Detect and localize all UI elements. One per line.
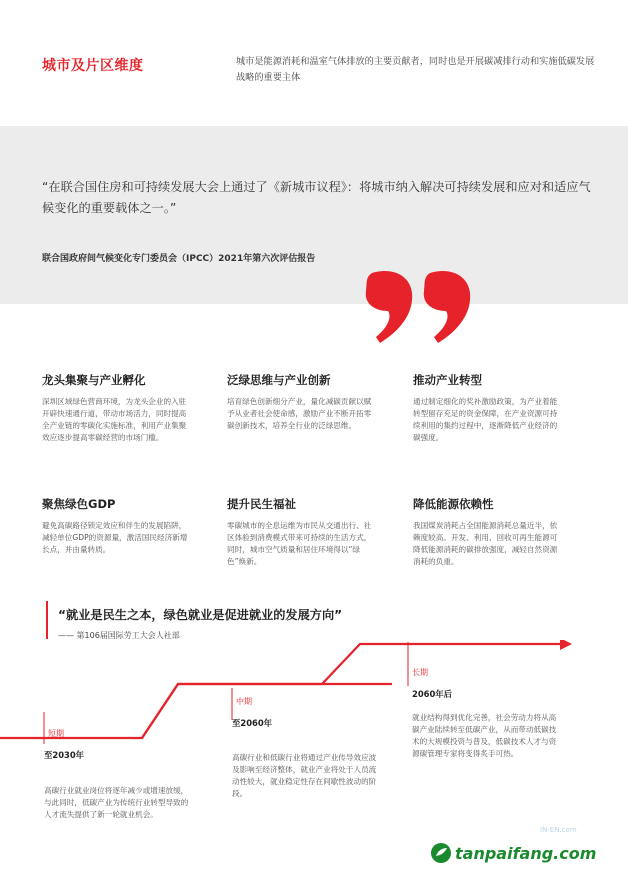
item-title: 龙头集聚与产业孵化 <box>42 373 146 387</box>
tanpaifang-logo-icon <box>430 842 452 864</box>
item-title: 泛绿思维与产业创新 <box>227 373 331 387</box>
item-title: 提升民生福祉 <box>227 497 296 511</box>
phase-label-mid: 中期 <box>236 697 252 706</box>
phase-body-short: 高碳行业就业岗位将逐年减少或增速放缓，与此同时，低碳产业为传统行业转型导致的人才流失提供了新一轮就业机会。 <box>44 786 189 819</box>
quote-text: “在联合国住房和可持续发展大会上通过了《新城市议程》：将城市纳入解决可持续发展和应对和适应气候变化的重要载体之一。” <box>42 180 591 215</box>
item-body: 培育绿色创新细分产业，量化减碳贡献以赋予从业者社会使命感，激励产业不断开拓零碳创新技术，培养全行业的泛绿思维。 <box>227 397 372 430</box>
section-description: 城市是能源消耗和温室气体排放的主要贡献者，同时也是开展碳减排行动和实施低碳发展战略的重要主体 <box>236 56 595 83</box>
item-title: 降低能源依赖性 <box>413 497 494 511</box>
item-industry-cluster <box>42 372 192 444</box>
item-green-innovation <box>227 372 377 432</box>
phase-time-mid: 至2060年 <box>232 718 273 728</box>
phase-label-long: 长期 <box>412 668 428 677</box>
phase-time-long: 2060年后 <box>412 689 453 699</box>
item-title: 聚焦绿色GDP <box>42 497 116 511</box>
watermark-text: tanpaifang.com <box>455 844 597 863</box>
item-body: 深圳区域绿色营商环境，为龙头企业的入驻开辟快速通行道，带动市场活力，同时提高全产业链的零碳化实施标准，利用产业集聚效应逐步提高零碳经营的市场门槛。 <box>42 397 187 442</box>
item-body: 我国煤炭消耗占全国能源消耗总量近半，依赖度较高。开发、利用、回收可再生能源可降低能源消耗的碳排放强度，减轻自然资源消耗的负重。 <box>413 521 558 566</box>
item-green-gdp <box>42 496 192 556</box>
item-title: 推动产业转型 <box>413 373 482 387</box>
watermark-small-text: IN-EN.com <box>540 826 577 834</box>
phase-body-mid: 高碳行业和低碳行业将通过产业传导效应波及影响至经济整体，就业产业将处于人员流动性较大，就业稳定性存在间歇性波动的阶段。 <box>232 753 377 798</box>
item-energy-dependency <box>413 496 563 568</box>
quote-mark-icon <box>362 265 482 345</box>
item-wellbeing <box>227 496 377 568</box>
employment-quote: “就业是民生之本，绿色就业是促进就业的发展方向” <box>58 608 343 622</box>
section-title: 城市及片区维度 <box>42 58 144 74</box>
phase-time-short: 至2030年 <box>44 750 85 760</box>
item-industry-transform <box>413 372 563 444</box>
item-body: 通过制定细化的奖补激励政策，为产业着能转型留存充足的资金保障，在产业资源可持续利用的集约过程中，逐渐降低产业经济的碳强度。 <box>413 397 558 442</box>
quote-source: 联合国政府间气候变化专门委员会（IPCC）2021年第六次评估报告 <box>42 254 316 264</box>
phase-label-short: 短期 <box>48 729 64 738</box>
item-body: 零碳城市的全息运维为市民从交通出行、社区体验到消费模式带来可持续的生活方式，同时，城市空气质量和居住环境得以“绿色”焕新。 <box>227 521 372 566</box>
employment-source: —— 第106届国际劳工大会人社部 <box>58 631 180 640</box>
phase-body-long: 就业结构得到优化完善，社会劳动力将从高碳产业陆续转至低碳产业，从而带动低碳技术的大规模投资与普及，低碳技术人才与资源碳管理专家将变得炙手可热。 <box>412 713 557 758</box>
quote-accent-bar <box>46 601 48 639</box>
item-body: 避免高碳路径锁定效应和伴生的发展陷阱，减轻单位GDP的资源量，激活国民经济新增长点，并由量转质。 <box>42 521 188 554</box>
